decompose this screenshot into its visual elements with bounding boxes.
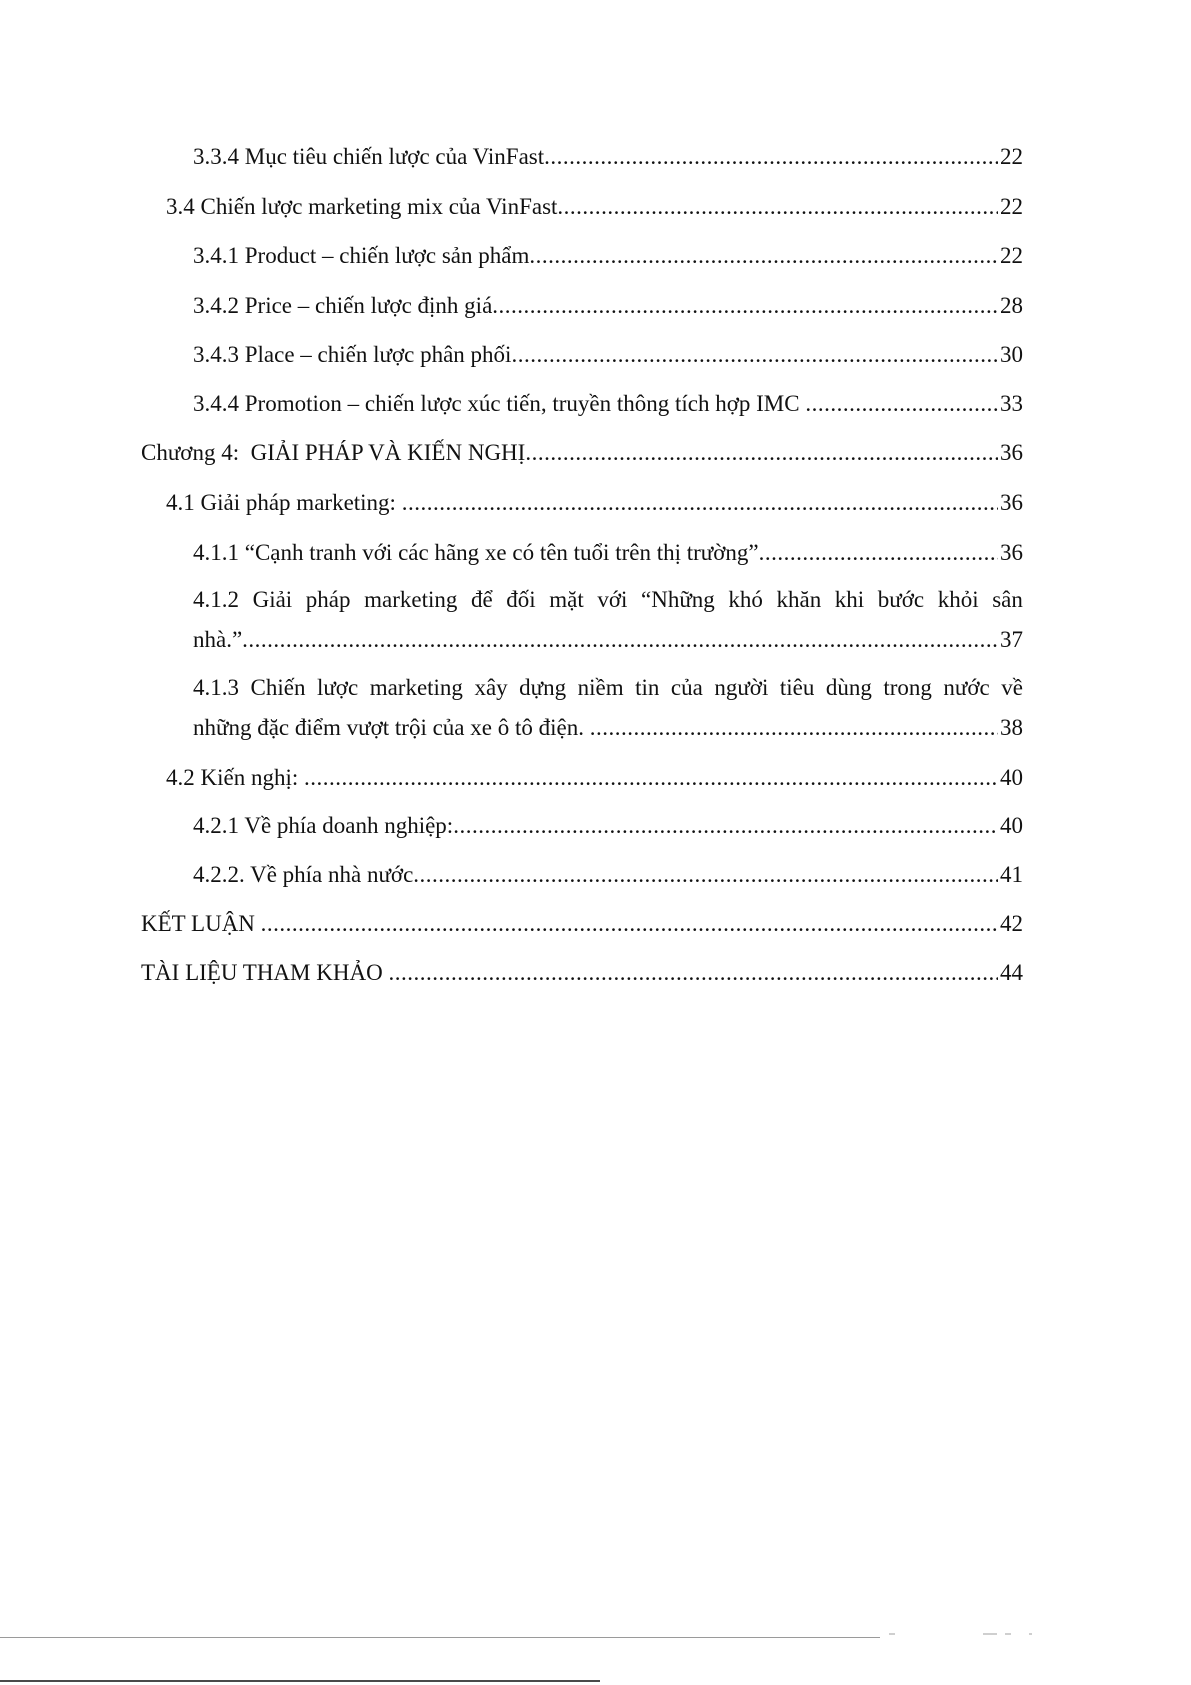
toc-entry-3-3-4[interactable] xyxy=(193,137,1023,177)
toc-page-number: 42 xyxy=(1000,911,1023,936)
dot-leader xyxy=(511,335,998,375)
toc-page-number: 44 xyxy=(1000,960,1023,985)
toc-entry-tai-lieu-tham-khao[interactable] xyxy=(141,953,1023,993)
toc-entry-title: 3.4.2 Price – chiến lược định giá xyxy=(193,293,493,318)
toc-page-number: 22 xyxy=(1000,243,1023,268)
toc-entry-3-4-2[interactable] xyxy=(193,286,1023,326)
dot-leader xyxy=(492,286,998,326)
page-bottom-edge xyxy=(0,1680,600,1682)
dot-leader xyxy=(759,533,998,573)
toc-entry-title: 4.2.1 Về phía doanh nghiệp: xyxy=(193,813,454,838)
toc-entry-4-1-3[interactable] xyxy=(193,668,1023,748)
toc-entry-4-1-2[interactable] xyxy=(193,580,1023,660)
dot-leader xyxy=(557,187,998,227)
toc-entry-3-4-4[interactable] xyxy=(193,384,1023,424)
footer-divider xyxy=(0,1637,880,1638)
dot-leader xyxy=(590,708,998,748)
dot-leader xyxy=(261,904,998,944)
toc-page-number: 37 xyxy=(1000,627,1023,652)
toc-entry-3-4-1[interactable] xyxy=(193,236,1023,276)
toc-page-number: 30 xyxy=(1000,342,1023,367)
toc-entry-title-line1: 4.1.3 Chiến lược marketing xây dựng niềm tin của người tiêu dùng trong nước về xyxy=(193,675,1023,700)
dot-leader xyxy=(525,433,998,473)
dot-leader xyxy=(544,137,998,177)
toc-entry-4-2-1[interactable] xyxy=(193,806,1023,846)
dot-leader xyxy=(529,236,998,276)
toc-page-number: 40 xyxy=(1000,765,1023,790)
toc-entry-title: 3.4.3 Place – chiến lược phân phối xyxy=(193,342,512,367)
toc-page-number: 38 xyxy=(1000,715,1023,740)
toc-entry-title: 3.4.1 Product – chiến lược sản phẩm xyxy=(193,243,530,268)
toc-page-number: 36 xyxy=(1000,490,1023,515)
toc-entry-3-4[interactable] xyxy=(166,187,1023,227)
dot-leader xyxy=(388,953,998,993)
toc-page-number: 36 xyxy=(1000,440,1023,465)
toc-entry-title: Chương 4: GIẢI PHÁP VÀ KIẾN NGHỊ xyxy=(141,440,526,465)
toc-page-number: 22 xyxy=(1000,194,1023,219)
toc-entry-title: 3.3.4 Mục tiêu chiến lược của VinFast xyxy=(193,144,545,169)
toc-entry-chapter-4[interactable] xyxy=(141,433,1023,473)
toc-entry-title-line2: những đặc điểm vượt trội của xe ô tô điện. xyxy=(193,715,590,740)
toc-entry-title: KẾT LUẬN xyxy=(141,911,261,936)
toc-entry-title: TÀI LIỆU THAM KHẢO xyxy=(141,960,389,985)
toc-entry-4-2-2[interactable] xyxy=(193,855,1023,895)
toc-entry-title: 4.1.1 “Cạnh tranh với các hãng xe có tên tuổi trên thị trường” xyxy=(193,540,759,565)
toc-entry-title: 4.2 Kiến nghị: xyxy=(166,765,304,790)
dot-leader xyxy=(413,855,998,895)
dot-leader xyxy=(304,758,998,798)
dot-leader xyxy=(805,384,998,424)
footer-faint-marks xyxy=(885,1631,1035,1639)
toc-page-number: 28 xyxy=(1000,293,1023,318)
dot-leader xyxy=(242,620,998,660)
toc-page-number: 36 xyxy=(1000,540,1023,565)
toc-entry-4-2[interactable] xyxy=(166,758,1023,798)
toc-entry-title: 4.1 Giải pháp marketing: xyxy=(166,490,402,515)
toc-entry-ket-luan[interactable] xyxy=(141,904,1023,944)
toc-entry-4-1[interactable] xyxy=(166,483,1023,523)
toc-page-number: 22 xyxy=(1000,144,1023,169)
toc-entry-title: 3.4 Chiến lược marketing mix của VinFast xyxy=(166,194,558,219)
toc-entry-title-line1: 4.1.2 Giải pháp marketing để đối mặt với “Những khó khăn khi bước khỏi sân xyxy=(193,587,1023,612)
toc-entry-title: 4.2.2. Về phía nhà nước xyxy=(193,862,414,887)
dot-leader xyxy=(453,806,998,846)
toc-page-number: 40 xyxy=(1000,813,1023,838)
toc-entry-4-1-1[interactable] xyxy=(193,533,1023,573)
dot-leader xyxy=(402,483,998,523)
toc-entry-3-4-3[interactable] xyxy=(193,335,1023,375)
toc-entry-title: 3.4.4 Promotion – chiến lược xúc tiến, truyền thông tích hợp IMC xyxy=(193,391,806,416)
toc-entry-title-line2: nhà.” xyxy=(193,627,243,652)
toc-page-number: 33 xyxy=(1000,391,1023,416)
toc-page-number: 41 xyxy=(1000,862,1023,887)
